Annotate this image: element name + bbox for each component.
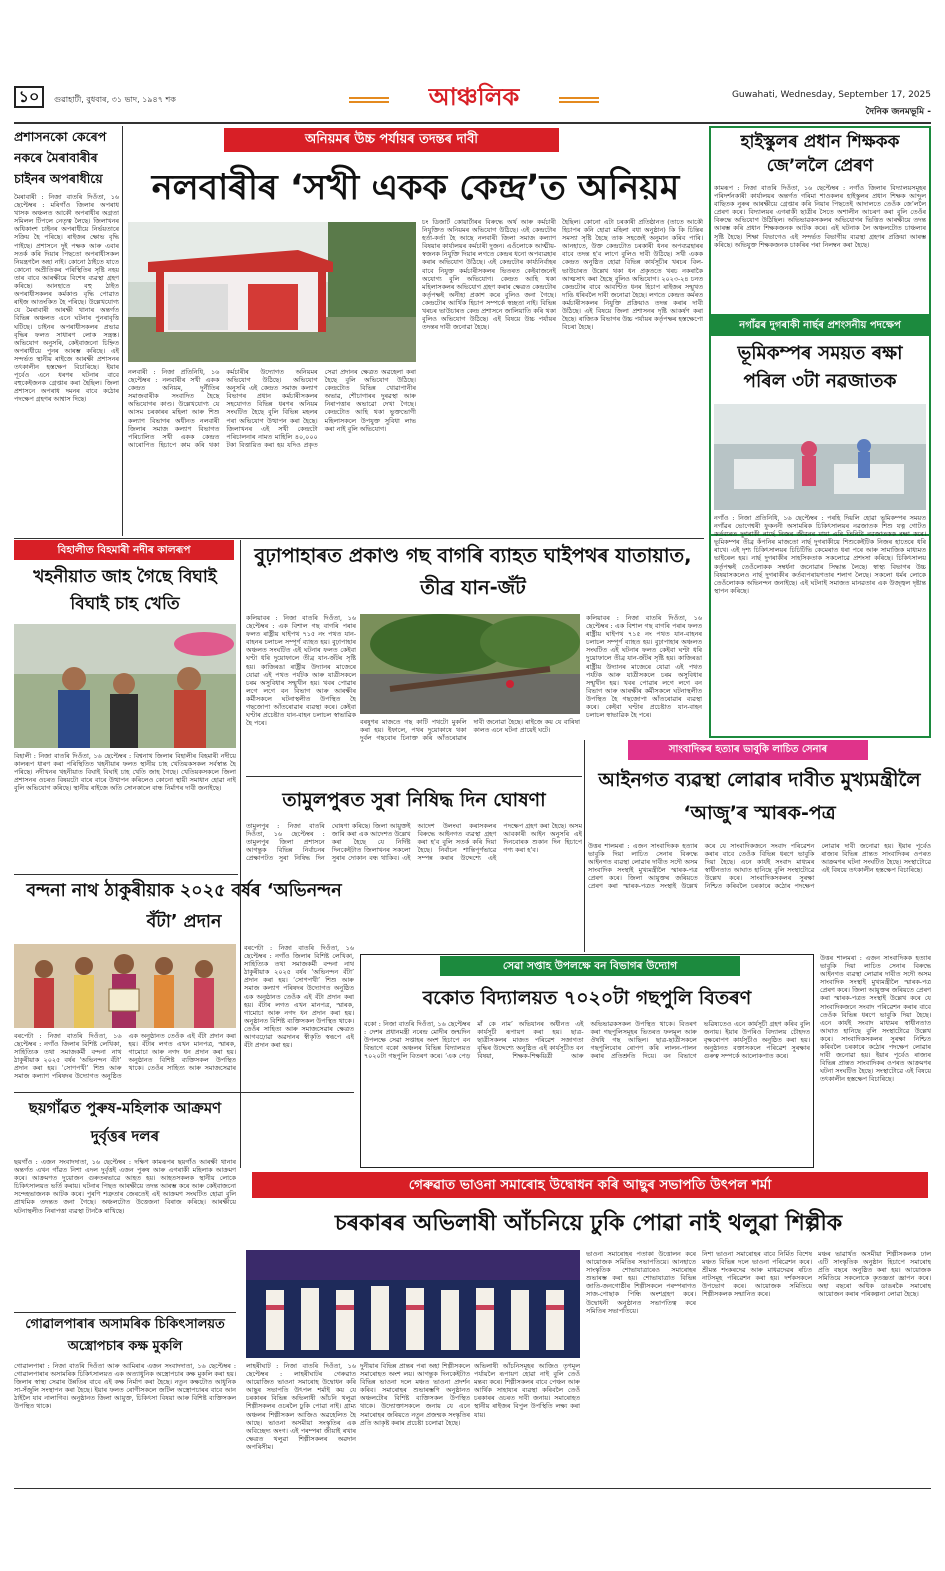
masthead-logo-rule-right <box>559 97 599 103</box>
tree-kicker: সেৱা সপ্তাহ উপলক্ষে বন বিভাগৰ উদ্যোগ <box>440 956 740 976</box>
main-body-c: হৈছিল। কোনো এটা চৰকাৰী প্ৰতিষ্ঠানত (তাতে আকৌ হিচাপৰ কনি হোৱা মহিলা বধা অনুষ্ঠান) কি কি চিন্তিৰ সমস্যা সৃষ্টি হৈছে তাক সহজেই অনুমান কৰিব পাৰি। আনহাতে, উক্ত কেন্দ্ৰটোত চৰকাৰী ধনৰ অপব্যৱহাৰৰ বাবে তদন্ত হ'ব লাগে বুলিও দাবী উঠিছে। সখী একক কেন্দ্ৰত অনুষ্ঠিত হোৱা বিভিন্ন কাৰ্যসূচীৰ খৰচৰ বিল-ভাউচাৰত উল্লেখ থকা ধন প্ৰকৃততে খৰচ নকৰাকৈ আত্মসাৎ কৰা হৈছে বুলিও অভিযোগ। ২০২৩-২৪ চনত কেন্দ্ৰটোৰ বাবে আবণ্টিত ধনৰ হিচাপ ৰাইজৰ সন্মুখত দাঙি ধৰিবলৈ দাবী জনোৱা হৈছে। লগতে কেন্দ্ৰত কৰ্মৰত কৰ্মচাৰীসকলৰ নিযুক্তি প্ৰক্ৰিয়াও তদন্ত কৰাৰ দাবী উঠিছে। এই বিষয়ে জিলা প্ৰশাসনৰ দৃষ্টি আকৰ্ষণ কৰা হৈছে। ৰাজ্যিক বিভাগৰ উচ্চ পৰ্যায়ৰ কৰ্তৃপক্ষৰ হস্তক্ষেপো বিচৰা হৈছে। <box>562 218 703 332</box>
journalist-body: উত্তৰ শালমৰা : এজন সাংবাদিকক হত্যাৰ ভাবুকি দিয়া লাচিত সেনাৰ বিৰুদ্ধে আইনগত ব্যৱস্থা লোৱাৰ দাবীত সদৌ অসম সাংবাদিক সংস্থাই মুখ্যমন্ত্ৰীলৈ স্মাৰক-পত্ৰ প্ৰেৰণ কৰে। জিলা আয়ুক্তৰ জৰিয়তে প্ৰেৰণ কৰা স্মাৰক-পত্ৰত সংস্থাই উল্লেখ কৰে যে সাংবাদিকজনে সংবাদ পৰিৱেশন কৰাৰ বাবে তেওঁক বিভিন্ন ধৰণে ভাবুকি দিয়া হৈছে। এনে কাৰ্যই সংবাদ মাধ্যমৰ স্বাধীনতাত আঘাত হানিছে বুলি সংস্থাটোৱে উল্লেখ কৰে। সাংবাদিকসকলৰ সুৰক্ষা নিশ্চিত কৰিবলৈ চৰকাৰে কঠোৰ পদক্ষেপ লোৱাৰ দাবী জনোৱা হয়। ইয়াৰ পূৰ্বেও ৰাজ্যৰ বিভিন্ন প্ৰান্তত সাংবাদিকৰ ওপৰত আক্ৰমণৰ ঘটনা সংঘটিত হৈছে। সংস্থাটোৱে এই বিষয়ে তৎকালীন হস্তক্ষেপ বিচাৰিছে। <box>588 842 931 891</box>
journalist-kicker: সাংবাদিকৰ হত্যাৰ ভাবুকি লাচিত সেনাৰ <box>628 740 868 760</box>
bottom-kicker: গেৰুৱাত ভাওনা সমাৰোহ উদ্বোধন কৰি আছুৰ সভাপতি উৎপল শৰ্মা <box>252 1172 928 1198</box>
section-rule-2 <box>246 776 582 777</box>
bandana-photo <box>14 944 236 1028</box>
bihali-photo <box>14 624 236 748</box>
bura-body: কলিয়াবৰ : নিজা বাতৰি দিওঁতা, ১৬ ছেপ্টেম্বৰ : এক বিশাল গছ বাগৰি পৰাৰ ফলত ৰাষ্ট্ৰীয় ঘাইপথ ৭১৫ নং পথত যান-বাহনৰ চলাচল সম্পূৰ্ণ ব্যাহত হয়। বুঢ়াপাহাৰ অঞ্চলত সংঘটিত এই ঘটনাৰ ফলত কেইবা ঘণ্টা ধৰি দুয়োফালে তীব্ৰ যান-জঁটৰ সৃষ্টি হয়। কাজিৰঙা ৰাষ্ট্ৰীয় উদ্যানৰ মাজেৰে যোৱা এই পথত পৰ্যটক আৰু যাত্ৰীসকলে চৰম অসুবিধাৰ সন্মুখীন হয়। খবৰ পোৱাৰ লগে লগে বন বিভাগ আৰু আৰক্ষীৰ কৰ্মীসকলে ঘটনাস্থলীত উপস্থিত হৈ গছজোপা আঁতৰোৱাৰ ব্যৱস্থা কৰে। কেইবা ঘণ্টাৰ প্ৰচেষ্টাত যান-বাহন চলাচল স্বাভাৱিক হৈ পৰে। <box>246 614 356 728</box>
bura-body-c: কলিয়াবৰ : নিজা বাতৰি দিওঁতা, ১৬ ছেপ্টেম্বৰ : এক বিশাল গছ বাগৰি পৰাৰ ফলত ৰাষ্ট্ৰীয় ঘাইপথ ৭১৫ নং পথত যান-বাহনৰ চলাচল সম্পূৰ্ণ ব্যাহত হয়। বুঢ়াপাহাৰ অঞ্চলত সংঘটিত এই ঘটনাৰ ফলত কেইবা ঘণ্টা ধৰি দুয়োফালে তীব্ৰ যান-জঁটৰ সৃষ্টি হয়। কাজিৰঙা ৰাষ্ট্ৰীয় উদ্যানৰ মাজেৰে যোৱা এই পথত পৰ্যটক আৰু যাত্ৰীসকলে চৰম অসুবিধাৰ সন্মুখীন হয়। খবৰ পোৱাৰ লগে লগে বন বিভাগ আৰু আৰক্ষীৰ কৰ্মীসকলে ঘটনাস্থলীত উপস্থিত হৈ গছজোপা আঁতৰোৱাৰ ব্যৱস্থা কৰে। কেইবা ঘণ্টাৰ প্ৰচেষ্টাত যান-বাহন চলাচল স্বাভাৱিক হৈ পৰে। <box>586 614 702 720</box>
bura-photo <box>360 614 580 714</box>
masthead-logo: আঞ্চলিক <box>428 83 520 111</box>
bandana-body-b: বৰপেটা : নিজা বাতৰি দিওঁতা, ১৬ ছেপ্টেম্বৰ : নগাঁও জিলাৰ বিশিষ্ট লেখিকা, সাহিত্যিক তথা সমাজকৰ্মী বন্দনা নাথ ঠাকুৰীয়াক ২০২৫ বৰ্ষৰ ‘অভিনন্দন বঁটা’ প্ৰদান কৰা হয়। ‘সোণপখী’ শিশু আৰু সমাজ কল্যাণ পৰিষদৰ উদ্যোগত অনুষ্ঠিত এক অনুষ্ঠানত তেওঁক এই বঁটা প্ৰদান কৰা হয়। বঁটাৰ লগত এখন মানপত্ৰ, স্মাৰক, গামোচা আৰু নগদ ধন প্ৰদান কৰা হয়। অনুষ্ঠানত বিশিষ্ট ব্যক্তিসকল উপস্থিত থাকে। তেওঁৰ সাহিত্য আৰু সমাজসেৱাৰ ক্ষেত্ৰত আগবঢ়োৱা অৱদানৰ স্বীকৃতি স্বৰূপে এই বঁটা প্ৰদান কৰা হয়। <box>244 944 354 1050</box>
main-body-a: নলবাৰী : নিজা প্ৰতিনিধি, ১৬ ছেপ্টেম্বৰ : নলবাৰীৰ সখী একক কেন্দ্ৰত অনিয়ম, দুৰ্নীতিৰ সমাজবাৰীক সংবাদিত হৈছে অভিযোগৰ কাণ্ড। উল্লেখযোগ্য যে আসম চৰকাৰৰ মহিলা আৰু শিশু কল্যাণ বিভাগৰ অধীনত নলবাৰী জিলাৰ সমাজ কল্যাণ বিভাগত পৰিচালিত সখী একক কেন্দ্ৰত আৰোপিত হিচাপে কাম কৰি থকা কৰ্মচাৰীৰ উদ্যোগত অনিয়মৰ অভিযোগ উঠিছে। অভিযোগ অনুসৰি এই কেন্দ্ৰত সমাজ কল্যাণ বিভাগৰ প্ৰধান কৰ্মচাৰীসকলৰ সহযোগত বিভিন্ন ধৰণৰ অনিয়ম সংঘটিত হৈছে বুলি বিভিন্ন মহলৰ পৰা অভিযোগ উত্থাপন কৰা হৈছে। জিলাখনৰ এই সখী কেন্দ্ৰটো পৰিচালনাৰ নামত মাহিলি ৪০,০০০ টকা বিত্তায়িত কৰা হয় যদিও প্ৰকৃত সেৱা প্ৰদানৰ ক্ষেত্ৰত অৱহেলা কৰা হৈছে বুলি অভিযোগ উঠিছে। কেন্দ্ৰটোত বিভিন্ন খোৱাপানীৰ অভাৱ, শৌচাগাৰৰ দুৰৱস্থা আৰু নিৰাপত্তাৰ অভাৱো দেখা গৈছে। কেন্দ্ৰটোত আহি থকা ভুক্তভোগী মহিলাসকলে উপযুক্ত সুবিধা লাভ কৰা নাই বুলি অভিযোগ। <box>128 368 416 449</box>
bottom-body-b: দুনীয়াৰ বিভিন্ন প্ৰান্তৰ পৰা অহা শিল্পীসকলে সমাৰোহত অংশ লয়। আগন্তুক দিনকেইটাত বিভিন্ন ভাওনা দলে মঞ্চত ভাওনা প্ৰদৰ্শন কৰিব। সমাৰোহৰ শুভাৰম্ভণি অনুষ্ঠানত অঞ্চলটোৰ বিশিষ্ট ব্যক্তিসকল উপস্থিত থাকে। উদ্যোক্তাসকলে জনায় যে এনে সমাৰোহৰ জৰিয়তে নতুন প্ৰজন্মক সংস্কৃতিৰ প্ৰতি আকৃষ্ট কৰাৰ প্ৰচেষ্টা চলোৱা হৈছে। <box>360 1362 470 1427</box>
bura-headline: বুঢ়াপাহাৰত প্ৰকাণ্ড গছ বাগৰি ব্যাহত ঘাইপথৰ যাতায়াত, তীব্ৰ যান-জঁট <box>254 544 692 599</box>
section-rule-3 <box>14 874 238 875</box>
bottom-photo <box>246 1250 580 1358</box>
masthead-logo-rule-left <box>349 97 389 103</box>
bottom-headline: চৰকাৰৰ অভিলাষী আঁচনিয়ে ঢুকি পোৱা নাই থলুৱা শিল্পীক <box>334 1211 843 1236</box>
masthead-date-en: Guwahati, Wednesday, September 17, 2025 <box>731 90 931 100</box>
col-divider-right <box>584 740 585 952</box>
bihali-headline: খহনীয়াত জাহ গৈছে বিঘাই বিঘাই চাহ খেতি <box>33 567 217 614</box>
left-story-headline: প্ৰশাসনকো কেৰেপ নকৰে মৈৰাবাৰীৰ চাইনৰ অপৰাধীয়ে <box>14 129 107 186</box>
left-story-body: মৈৰাবাৰী : নিজা বাতৰি দিওঁতা, ১৬ ছেপ্টেম্বৰ : মৰিগাঁও জিলাৰ অপৰাধ খাসক অঞ্চলত আকৌ অপৰাধীৰ অগ্ৰতা সমিলল টিপলে নেতৃত্ব লৈছে। জিলাখনৰ অধিকাংশ চাইনৰ অপৰাধীয়ে নিৰ্ভয়তাৰে সক্ৰিয় হৈ পৰিছে। ৰাইজৰ ক্ষোভ বৃদ্ধি পাইছে। প্ৰশাসনে দুই পক্ষক আৰু এবাৰ সতৰ্ক কৰি দিয়াৰ পিছতো অপৰাধীসকল নিয়ন্ত্ৰণলৈ অহা নাই। কোনো ঠাইতে যাতে কোনো অপ্ৰীতিকৰ পৰিস্থিতিৰ সৃষ্টি নহয় তাৰ বাবে আৰক্ষীয়ে বিশেষ ব্যৱস্থা গ্ৰহণ কৰিছে। আনহাতে বহু ঠাইত অপৰাধীসকলৰ কৰ্মকাণ্ড বৃদ্ধি পোৱাত ৰাইজ আতংকিত হৈ পৰিছে। উল্লেখযোগ্য যে মৈৰাবাৰী আৰক্ষী থানাৰ অন্তৰ্গত বিভিন্ন অঞ্চলত এনে ঘটনাৰ পুনৰাবৃত্তি ঘটিছে। চাইনৰ অপৰাধীসকলৰ প্ৰভাৱ বৃদ্ধিৰ ফলত সাধাৰণ লোক সন্ত্ৰস্ত। অভিযোগ অনুসৰি, কেইবাজনো চিহ্নিত অপৰাধীয়ে পুনৰ আৰম্ভ কৰিছে। এই সন্দৰ্ভত স্থানীয় ৰাইজে আৰক্ষী প্ৰশাসনৰ তৎকালীন হস্তক্ষেপ বিচাৰিছে। ইয়াৰ পূৰ্বেও এনে ধৰণৰ ঘটনাৰ বাবে বহুকেইজনক গ্ৰেপ্তাৰ কৰা হৈছিল। জিলা প্ৰশাসনে অপৰাধ দমনৰ বাবে কঠোৰ পদক্ষেপ গ্ৰহণৰ আশ্বাস দিছে। <box>14 193 119 404</box>
masthead-date-bn: গুৱাহাটী, বুধবাৰ, ৩১ ভাদ, ১৯৪৭ শক <box>54 95 176 104</box>
award-ceremony-image <box>14 944 236 1028</box>
right-mid-headline: ভূমিকম্পৰ সময়ত ৰক্ষা পৰিল ৩টা নৱজাতক <box>737 343 903 392</box>
page-number: ১০ <box>14 86 44 108</box>
fallen-tree-image <box>360 614 580 714</box>
bottom-body-c: অভিলাষী আঁচনিসমূহৰ আজিও তৃণমূল পৰ্যায়লৈ ৰূপায়ণ হোৱা নাই বুলি তেওঁ মন্তব্য কৰে। শিল্পীসকলৰ বাবে পেঞ্চন আৰু আৰ্থিক সাহায্যৰ ব্যৱস্থা কৰিবলৈ তেওঁ চৰকাৰৰ ওচৰত দাবী জনায়। সমাৰোহত স্থানীয় ৰাইজৰ বিপুল উপস্থিতি লক্ষ্য কৰা যায়। <box>474 1362 580 1419</box>
bottom-body-e: নিশা ভাওনা সমাৰোহৰ বাবে নিৰ্মিত বিশেষ মঞ্চত বিভিন্ন দলে ভাওনা পৰিৱেশন কৰে। শ্ৰীমন্ত শংকৰদেৱ আৰু মাধৱদেৱৰ ৰচিত নাটসমূহ পৰিৱেশন কৰা হয়। দৰ্শকসকলে উপভোগ কৰে। আয়োজক সমিতিয়ে শিল্পীসকলক সন্মানিত কৰে। <box>702 1250 812 1299</box>
main-body-b: চং ডিজাৰ্ট কোয়াৰ্টাৰৰ বিৰুদ্ধে অৰ্থ আৰু কৰ্মচাৰী নিযুক্তিত অনিয়মৰ অভিযোগ উঠিছে। এই কেন্দ্ৰটোৰ হৰ্তা-কৰ্তা হৈ আছে নলবাৰী জিলা সমাজ কল্যাণ বিষয়াৰ কাৰ্যালয়ৰ কৰ্মচাৰী দুজন। এওঁলোকে আত্মীয়-স্বজনক নিযুক্তি দিয়াৰ লগতে কেন্দ্ৰৰ ধনো অপব্যৱহাৰ কৰাৰ অভিযোগ উঠিছে। এই কেন্দ্ৰটোৰ কাৰ্য্যনিৰ্বাহৰ বাবে নিযুক্ত কৰ্মচাৰীসকলৰ ভিতৰত কেইবাজনেই অযোগ্য বুলি অভিযোগ। কেন্দ্ৰত আহি থকা মহিলাসকলৰ অভিযোগ গ্ৰহণ কৰাৰ ক্ষেত্ৰত কেন্দ্ৰটোৰ কৰ্তৃপক্ষই অনীহা প্ৰকাশ কৰে বুলিও জনা গৈছে। কেন্দ্ৰটোৰ আৰ্থিক হিচাপ সম্পৰ্কে স্বচ্ছতা নাই। বিভিন্ন খৰচৰ ভাউচাৰত কেন্দ্ৰ প্ৰশাসনে জালিয়াতি কৰি থকা বুলিও অভিযোগ উঠিছে। এই বিষয়ে উচ্চ পৰ্যায়ৰ তদন্তৰ দাবী জনোৱা হৈছে। <box>422 218 556 332</box>
building-image <box>128 222 416 362</box>
bandana-body: বৰপেটা : নিজা বাতৰি দিওঁতা, ১৬ ছেপ্টেম্বৰ : নগাঁও জিলাৰ বিশিষ্ট লেখিকা, সাহিত্যিক তথা সমাজকৰ্মী বন্দনা নাথ ঠাকুৰীয়াক ২০২৫ বৰ্ষৰ ‘অভিনন্দন বঁটা’ প্ৰদান কৰা হয়। ‘সোণপখী’ শিশু আৰু সমাজ কল্যাণ পৰিষদৰ উদ্যোগত অনুষ্ঠিত এক অনুষ্ঠানত তেওঁক এই বঁটা প্ৰদান কৰা হয়। বঁটাৰ লগত এখন মানপত্ৰ, স্মাৰক, গামোচা আৰু নগদ ধন প্ৰদান কৰা হয়। অনুষ্ঠানত বিশিষ্ট ব্যক্তিসকল উপস্থিত থাকে। তেওঁৰ সাহিত্য আৰু সমাজসেৱাৰ <box>14 1032 236 1081</box>
page-bottom-rule <box>14 1488 931 1489</box>
journalist-headline: আইনগত ব্যৱস্থা লোৱাৰ দাবীত মুখ্যমন্ত্ৰীলৈ ‘আজু’ৰ স্মাৰক-পত্ৰ <box>598 769 921 824</box>
tree-body: বকো : নিজা বাতৰি দিওঁতা, ১৬ ছেপ্টেম্বৰ : দেশৰ প্ৰধানমন্ত্ৰী নৰেন্দ্ৰ মোদীৰ জন্মদিন উপলক্ষে সেৱা সপ্তাহৰ অংশ হিচাপে বন বিভাগে বকো অঞ্চলৰ বিভিন্ন বিদ্যালয়ত ৭০২০টা গছপুলি বিতৰণ কৰে। ‘এক পেড় মাঁ কে নাম’ অভিযানৰ অধীনত এই কাৰ্যসূচী ৰূপায়ণ কৰা হয়। ছাত্ৰ-ছাত্ৰীসকলৰ মাজত পৰিৱেশ সজাগতা বৃদ্ধিৰ উদ্দেশ্যে অনুষ্ঠিত এই কাৰ্যসূচীত বন বিষয়া, শিক্ষক-শিক্ষয়িত্ৰী আৰু অভিভাৱকসকল উপস্থিত থাকে। বিতৰণ কৰা গছপুলিসমূহৰ ভিতৰত ফলমূল আৰু ঔষধি গছ আছিল। ছাত্ৰ-ছাত্ৰীসকলে গছপুলিবোৰ ৰোপণ কৰি লালন-পালন কৰাৰ প্ৰতিশ্ৰুতি দিয়ে। বন বিভাগে ভৱিষ্যতেও এনে কাৰ্যসূচী গ্ৰহণ কৰিব বুলি জনায়। ইয়াৰ উপৰিও বিদ্যালয় চৌহদত বৃক্ষৰোপণ কাৰ্যসূচীও অনুষ্ঠিত কৰা হয়। অনুষ্ঠানত বক্তাসকলে পৰিৱেশ সুৰক্ষাৰ গুৰুত্ব সম্পৰ্কে আলোকপাত কৰে। <box>364 1020 810 1061</box>
main-headline: নলবাৰীৰ ‘সখী একক কেন্দ্ৰ’ত অনিয়ম <box>151 168 680 208</box>
bhaona-stage-image <box>246 1250 580 1358</box>
main-kicker: অনিয়মৰ উচ্চ পৰ্যায়ৰ তদন্তৰ দাবী <box>224 128 559 152</box>
bihali-body: বিহালী : নিজা বাতৰি দিওঁতা, ১৬ ছেপ্টেম্বৰ : বিশ্বনাথ জিলাৰ বিহালীৰ বিহমাৰী নদীয়ে কালৰূপ ধাৰণ কৰা পৰিস্থিতিত খহনীয়াৰ ফলত স্থানীয় চাহ খেতিয়কসকল সৰ্বস্বান্ত হৈ পৰিছে। নদীখনৰ খহনীয়াত বিঘাই বিঘাই চাহ খেতি জাহ গৈছে। খেতিয়কসকলে জিলা প্ৰশাসনৰ ওচৰত বিষয়টো বাৰে বাৰে উত্থাপন কৰিলেও কোনো স্থায়ী সমাধান হোৱা নাই বুলি অভিযোগ কৰিছে। স্থানীয় ৰাইজে অতি সোনকালে বান্ধ নিৰ্মাণৰ দাবী জনাইছে। <box>14 752 236 793</box>
village-body: ছয়গাঁও : এজন সংবাদদাতা, ১৬ ছেপ্টেম্বৰ : দক্ষিণ কামৰূপৰ ছয়গাঁও আৰক্ষী থানাৰ অন্তৰ্গত এখন গাঁৱত নিশা এদল দুৰ্বৃত্তই এজন পুৰুষ আৰু এগৰাকী মহিলাক আক্ৰমণ কৰে। আক্ৰমণত দুয়োজন গুৰুতৰভাৱে আহত হয়। আহতসকলক স্থানীয় লোকে চিকিৎসালয়ত ভৰ্তি কৰায়। ঘটনাৰ পিছত আৰক্ষীয়ে তদন্ত আৰম্ভ কৰে আৰু কেইবাজনো সন্দেহভাজনক আটক কৰে। পুৰণি শত্ৰুতাৰ জেৰতেই এই আক্ৰমণ সংঘটিত হোৱা বুলি প্ৰাথমিক তদন্তত জনা গৈছে। অঞ্চলটোত উত্তেজনা বিৰাজ কৰিছে। আৰক্ষীয়ে ঘটনাস্থলীত নিৰাপত্তা ব্যৱস্থা টানকৈ ৰাখিছে। <box>14 1158 236 1215</box>
col-divider-mid <box>240 540 241 1168</box>
right-top-body: কামৰূপ : নিজা বাতৰি দিওঁতা, ১৬ ছেপ্টেম্বৰ : নগাঁও জিলাৰ বিদ্যালয়সমূহৰ পৰিদৰ্শনকাৰী কাৰ্যালয়ৰ অন্তৰ্গত গৰিমা শাওকলৰ হাইস্কুলৰ প্ৰধান শিক্ষক আব্দুল বাছিতক নুৰুৰ আৰক্ষীয়ে গ্ৰেপ্তাৰ কৰি নিয়াৰ পিছতেই আদালতে তেওঁক জে’ললৈ প্ৰেৰণ কৰে। বিদ্যালয়ৰ এগৰাকী ছাত্ৰীৰ সৈতে অশালীন আচৰণ কৰা বুলি তেওঁৰ বিৰুদ্ধে অভিযোগ উঠিছিল। অভিভাৱকসকলৰ অভিযোগৰ ভিত্তিত আৰক্ষীয়ে তদন্ত আৰম্ভ কৰি প্ৰধান শিক্ষকজনক আটক কৰে। এই ঘটনাক লৈ অঞ্চলটোত চাঞ্চল্যৰ সৃষ্টি হৈছে। শিক্ষা বিভাগেও এই সন্দৰ্ভত বিভাগীয় ব্যৱস্থা গ্ৰহণৰ প্ৰক্ৰিয়া আৰম্ভ কৰিছে। অভিযুক্ত শিক্ষকজনক চাকৰিৰ পৰা নিলম্বন কৰা হৈছে। <box>714 184 926 249</box>
goalpara-headline: গোৱালপাৰাৰ অসামৰিক চিকিৎসালয়ত অস্ত্ৰোপচাৰ কক্ষ মুকলি <box>25 1317 225 1354</box>
tamul-headline: তামুলপুৰত সুৰা নিষিদ্ধ দিন ঘোষণা <box>282 789 546 811</box>
col-divider-left <box>122 126 123 536</box>
masthead-rule <box>14 122 931 124</box>
village-headline: ছয়গাঁৱত পুৰুষ-মহিলাক আক্ৰমণ দুৰ্বৃত্তৰ দলৰ <box>28 1099 222 1145</box>
bura-body-b: বৰষুণৰ মাজতে গছ কাটি পথটো মুকলি কৰা হয়। ইফালে, পথৰ দুয়োকাষে থকা দুৰ্বল গছবোৰ চিনাক্ত কৰি আঁতৰোৱাৰ দাবী জনোৱা হৈছে। ৰাইজে কয় যে বাৰিষা কালত এনে ঘটনা প্ৰায়েই ঘটে। <box>360 718 580 743</box>
left-story <box>14 126 119 536</box>
tree-headline: বকোত বিদ্যালয়ত ৭০২০টা গছপুলি বিতৰণ <box>422 987 752 1009</box>
masthead <box>14 82 931 122</box>
bihali-kicker: বিহালীত বিহমাৰী নদীৰ কালৰূপ <box>14 540 234 560</box>
bandana-headline: বন্দনা নাথ ঠাকুৰীয়াক ২০২৫ বৰ্ষৰ ‘অভিনন্দন বঁটা’ প্ৰদান <box>26 881 342 932</box>
right-mid-kicker: নগাঁৱৰ দুগৰাকী নাৰ্ছৰ প্ৰশংসনীয় পদক্ষেপ <box>711 316 929 336</box>
tamul-body: তামুলপুৰ : নিজা বাতৰি দিওঁতা, ১৬ ছেপ্টেম্বৰ : তামুলপুৰ জিলা প্ৰশাসনে আগন্তুক বিভিন্ন নিৰ্বাচনৰ প্ৰেক্ষাপটত সুৰা নিষিদ্ধ দিন ঘোষণা কৰিছে। জিলা আয়ুক্তই জাৰি কৰা এক আদেশত উল্লেখ কৰা হৈছে যে নিৰ্দিষ্ট দিনকেইটাত জিলাখনৰ সকলো সুৰাৰ দোকান বন্ধ থাকিব। এই আদেশ উলংঘা কৰাসকলৰ বিৰুদ্ধে আইনগত ব্যৱস্থা গ্ৰহণ কৰা হ'ব বুলি সতৰ্ক কৰি দিয়া হৈছে। নিৰ্বাচন শান্তিপূৰ্ণভাৱে সম্পন্ন কৰাৰ উদ্দেশ্যে এই পদক্ষেপ গ্ৰহণ কৰা হৈছে। অসম আবকাৰী আইন অনুসৰি এই দিনবোৰক শুকান দিন হিচাপে গণ্য কৰা হ'ব। <box>246 822 582 863</box>
section-rule-5 <box>14 1312 236 1313</box>
goalpara-body: গোৱালপাৰা : নিজা বাতৰি দিওঁতা আৰু আমিৰাৰ এজন সংবাদদাতা, ১৬ ছেপ্টেম্বৰ : গোৱালপাৰাৰ অসামৰিক চিকিৎসালয়ত এক অত্যাধুনিক অস্ত্ৰোপচাৰ কক্ষ মুকলি কৰা হয়। জিলাৰ স্বাস্থ্য সেৱাৰ উন্নতিৰ বাবে এই কক্ষ নিৰ্মাণ কৰা হৈছে। নতুন কক্ষটোত আধুনিক সা-সঁজুলি সংস্থাপন কৰা হৈছে। ইয়াৰ ফলত ৰোগীসকলে জটিল অস্ত্ৰোপচাৰৰ বাবে আন ঠাইলৈ যাব নালাগিব। অনুষ্ঠানত জিলা আয়ুক্ত, চিকিৎসা বিষয়া আৰু বিশিষ্ট ব্যক্তিসকল উপস্থিত থাকে। <box>14 1362 236 1411</box>
section-rule-1 <box>14 538 704 539</box>
right-top-headline: হাইস্কুলৰ প্ৰধান শিক্ষকক জে’ললৈ প্ৰেৰণ <box>740 132 900 176</box>
masthead-paper-name: দৈনিক জনমভূমি - <box>865 107 931 117</box>
section-rule-4 <box>14 1092 354 1093</box>
main-photo <box>128 222 416 362</box>
right-mid-box <box>709 314 931 738</box>
right-mid-body: নগাঁও : নিজা প্ৰতিনিধি, ১৬ ছেপ্টেম্বৰ : পৰহি দিয়লি হোৱা ভূমিকম্পৰ সময়ত নগাঁৱৰ ভোগেশ্বৰী ফুকননী অসামৰিক চিকিৎসালয়ৰ নৱজাতক শিশু যত্ন গোটত কৰ্তব্যৰত দুগৰাকী নাৰ্ছে নিজৰ জীৱনৰ মায়া এৰি তিনিটা নৱজাতকক ৰক্ষা কৰে। ভূমিকম্পৰ তীব্ৰ কঁপনিৰ মাজতো নাৰ্ছ দুগৰাকীয়ে শিশুকেইটিক নিজৰ হাতেৰে ধৰি ৰাখে। এই দৃশ্য চিকিৎসালয়ৰ চিচিটিভি কেমেৰাত ধৰা পৰে আৰু সামাজিক মাধ্যমত ভাইৰেল হয়। নাৰ্ছ দুগৰাকীৰ সাহসিকতাক সকলোৱে প্ৰশংসা কৰিছে। চিকিৎসালয় কৰ্তৃপক্ষই তেওঁলোকক সম্বৰ্ধনা জনোৱাৰ সিদ্ধান্ত লৈছে। স্বাস্থ্য বিভাগৰ উচ্চ বিষয়াসকলেও নাৰ্ছ দুগৰাকীৰ কৰ্তব্যপৰায়ণতাৰ শলাগ লৈছে। সকলো ধৰ্মৰ লোকে তেওঁলোকক অভিনন্দন জনাইছে। এই ঘটনাই সমাজত মানৱতাৰ এক উজ্জ্বল দৃষ্টান্ত স্থাপন কৰিছে। <box>714 514 926 595</box>
flood-people-image <box>14 624 236 748</box>
tree-side-body: উত্তৰ শালমৰা : এজন সাংবাদিকক হত্যাৰ ভাবুকি দিয়া লাচিত সেনাৰ বিৰুদ্ধে আইনগত ব্যৱস্থা লোৱাৰ দাবীত সদৌ অসম সাংবাদিক সংস্থাই মুখ্যমন্ত্ৰীলৈ স্মাৰক-পত্ৰ প্ৰেৰণ কৰে। জিলা আয়ুক্তৰ জৰিয়তে প্ৰেৰণ কৰা স্মাৰক-পত্ৰত সংস্থাই উল্লেখ কৰে যে সাংবাদিকজনে সংবাদ পৰিৱেশন কৰাৰ বাবে তেওঁক বিভিন্ন ধৰণে ভাবুকি দিয়া হৈছে। এনে কাৰ্যই সংবাদ মাধ্যমৰ স্বাধীনতাত আঘাত হানিছে বুলি সংস্থাটোৱে উল্লেখ কৰে। সাংবাদিকসকলৰ সুৰক্ষা নিশ্চিত কৰিবলৈ চৰকাৰে কঠোৰ পদক্ষেপ লোৱাৰ দাবী জনোৱা হয়। ইয়াৰ পূৰ্বেও ৰাজ্যৰ বিভিন্ন প্ৰান্তত সাংবাদিকৰ ওপৰত আক্ৰমণৰ ঘটনা সংঘটিত হৈছে। সংস্থাটোৱে এই বিষয়ে তৎকালীন হস্তক্ষেপ বিচাৰিছে। <box>820 954 931 1084</box>
bottom-body-a: লাহৰীঘাট : নিজা বাতৰি দিওঁতা, ১৬ ছেপ্টেম্বৰ : লাহৰীঘাটৰ গেৰুৱাত আয়োজিত ভাওনা সমাৰোহ উদ্বোধন কৰি আছুৰ সভাপতি উৎপল শৰ্মাই কয় যে চৰকাৰৰ বিভিন্ন অভিলাষী আঁচনি থলুৱা শিল্পীসকলৰ ওচৰলৈ ঢুকি পোৱা নাই। গ্ৰাম্য অঞ্চলৰ শিল্পীসকল আজিও অৱহেলিত হৈ আছে। ভাওনা অসমীয়া সংস্কৃতিৰ এক অবিচ্ছেদ্য অংগ। এই পৰম্পৰা জীয়াই ৰখাৰ ক্ষেত্ৰত থলুৱা শিল্পীসকলৰ অৱদান অপৰিসীম। <box>246 1362 356 1451</box>
bottom-body-f: মঞ্চৰ ভাৱাৰ্থত অসমীয়া শিল্পীসকলক ঢাল এটি সাংস্কৃতিক অনুষ্ঠান হিচাপে সমাৰোহ প্ৰতি বছৰে অনুষ্ঠিত কৰা হয়। আয়োজক সমিতিয়ে সকলোকে কৃতজ্ঞতা জ্ঞাপন কৰে। অহা বছৰো অধিক ডাঙৰকৈ সমাৰোহ আয়োজন কৰাৰ পৰিকল্পনা লোৱা হৈছে। <box>818 1250 931 1299</box>
bottom-body-d: ভাওনা সমাৰোহৰ পতাকা উত্তোলন কৰে আয়োজক সমিতিৰ সভাপতিয়ে। আনহাতে সাংস্কৃতিক শোভাযাত্ৰাৰেও সমাৰোহৰ শুভাৰম্ভ কৰা হয়। শোভাযাত্ৰাত বিভিন্ন জাতি-জনগোষ্ঠীৰ শিল্পীসকলে পৰম্পৰাগত সাজ-পোছাক পিন্ধি অংশগ্ৰহণ কৰে। উদ্বোধনী অনুষ্ঠানত সভাপতিত্ব কৰে সমিতিৰ সভাপতিয়ে। <box>586 1250 696 1315</box>
